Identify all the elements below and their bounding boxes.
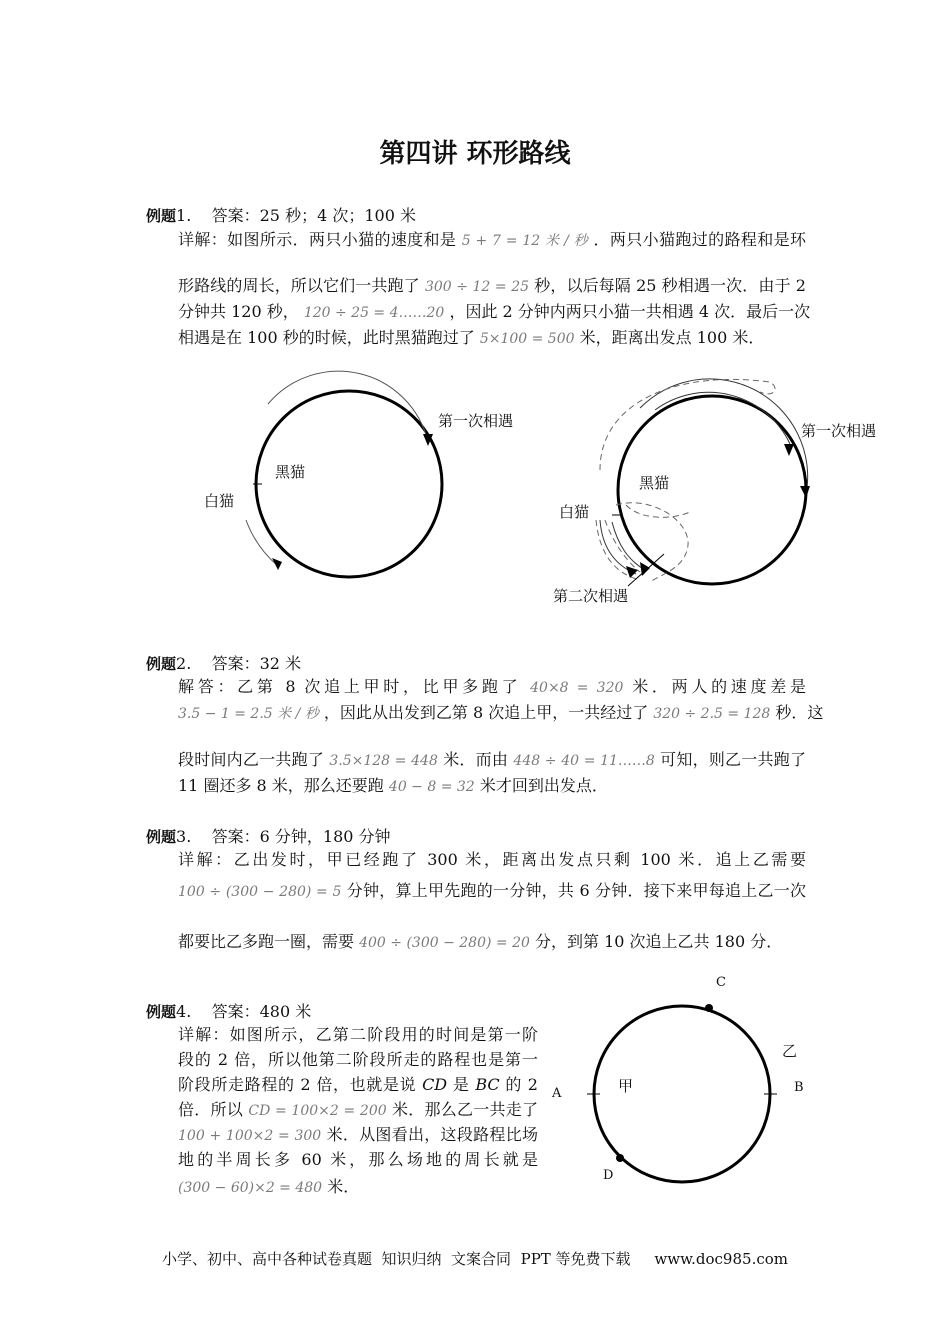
- formula: 448 ÷ 40 = 11……8: [513, 753, 655, 769]
- text: 米．从图看出，这段路程比场: [326, 1125, 538, 1144]
- formula: 120 ÷ 25 = 4……20: [303, 305, 445, 321]
- text: 米．两人的速度差是: [632, 677, 806, 696]
- text: 的 2: [505, 1075, 538, 1094]
- example-3-line-1: 详解：乙出发时，甲已经跑了 300 米，距离出发点只剩 100 米．追上乙需要: [178, 850, 806, 869]
- arrow-head-icon: [423, 434, 433, 446]
- example-1-line-1: [178, 230, 806, 251]
- footer-text: 小学、初中、高中各种试卷真题 知识归纳 文案合同 PPT 等免费下载 www.doc985.com: [161, 1250, 788, 1268]
- example-1-header: [146, 203, 416, 226]
- example-3-line-3: [178, 932, 782, 953]
- text: 可知，则乙一共跑了: [660, 750, 806, 769]
- formula: 400 ÷ (300 − 280) = 20: [359, 935, 530, 951]
- label-point-b: B: [794, 1080, 804, 1095]
- example-3-header: [146, 824, 391, 847]
- example-4-answer: 答案：480 米: [211, 1002, 312, 1021]
- formula: 300 ÷ 12 = 25: [424, 279, 530, 295]
- text: 相遇是在 100 秒的时候，此时黑猫跑过了: [178, 328, 475, 347]
- text: 11 圈还多 8 米，那么还要跑: [178, 776, 384, 795]
- example-4-line-3: [178, 1075, 538, 1095]
- text: 都要比乙多跑一圈，需要: [178, 932, 355, 951]
- text: 分，到第 10 次追上乙共 180 分．: [535, 932, 783, 951]
- arrow-head-icon: [800, 486, 810, 498]
- text: 解答：乙第 8 次追上甲时，比甲多跑了: [178, 677, 522, 696]
- label-white-cat: 白猫: [204, 492, 235, 510]
- example-2-answer: 答案：32 米: [211, 654, 302, 673]
- formula: 5×100 = 500: [479, 331, 575, 347]
- white-cat-path: [600, 520, 636, 574]
- example-2-line-4: [178, 776, 608, 797]
- text: 米才回到出发点．: [479, 776, 608, 795]
- label-point-c: C: [716, 975, 726, 990]
- example-4-line-1: 详解：如图所示，乙第二阶段用的时间是第一阶: [178, 1025, 538, 1044]
- page-title: 第四讲 环形路线: [379, 139, 571, 169]
- text: 段时间内乙一共跑了: [178, 750, 325, 769]
- black-cat-path: [268, 371, 428, 442]
- text: 详解：如图所示．两只小猫的速度和是: [178, 230, 457, 249]
- example-1-line-4: [178, 328, 764, 349]
- formula: 5 + 7 = 12 米 / 秒: [461, 233, 589, 249]
- text: 分钟，算上甲先跑的一分钟，共 6 分钟．接下来甲每追上乙一次: [346, 881, 806, 900]
- example-number: 3.: [176, 827, 192, 846]
- label-point-a: A: [552, 1086, 562, 1101]
- black-cat-path: [655, 392, 790, 444]
- arrow-head-icon: [626, 566, 638, 578]
- text: 米．而由: [443, 750, 509, 769]
- example-2-line-2: [178, 703, 824, 724]
- example-3-line-2: [178, 881, 806, 902]
- label-jia: 甲: [618, 1077, 634, 1095]
- text: 米．那么乙一共走了: [391, 1100, 538, 1119]
- point-c-dot: [705, 1004, 713, 1012]
- formula: 100 ÷ (300 − 280) = 5: [178, 884, 342, 900]
- text: 米．: [327, 1177, 360, 1196]
- white-cat-path: [246, 520, 278, 566]
- text: 秒，以后每隔 25 秒相遇一次．由于 2: [534, 276, 806, 295]
- text: 米，距离出发点 100 米．: [579, 328, 765, 347]
- example-4-line-4: [178, 1100, 538, 1121]
- track-circle: [256, 391, 442, 577]
- formula: (300 − 60)×2 = 480: [178, 1180, 323, 1196]
- formula: 320 ÷ 2.5 = 128: [653, 706, 771, 722]
- text: ，因此从出发到乙第 8 次追上甲，一共经过了: [323, 703, 649, 722]
- text: 倍．所以: [178, 1100, 244, 1119]
- example-number: 2.: [176, 654, 192, 673]
- example-label: 例题: [146, 1003, 177, 1021]
- text: 阶段所走路程的 2 倍，也就是说: [178, 1075, 417, 1094]
- example-4-line-7: [178, 1177, 359, 1198]
- text: 形路线的周长，所以它们一共跑了: [178, 276, 420, 295]
- label-white-cat: 白猫: [559, 503, 590, 521]
- example-3-answer: 答案：6 分钟，180 分钟: [211, 827, 391, 846]
- dashed-path: [605, 520, 640, 572]
- formula: 40 − 8 = 32: [388, 779, 475, 795]
- label-black-cat: 黑猫: [275, 463, 306, 481]
- dashed-path: [626, 505, 690, 517]
- example-2-line-3: [178, 750, 806, 771]
- example-label: 例题: [146, 828, 177, 846]
- text: 分钟共 120 秒，: [178, 302, 299, 321]
- white-cat-path: [612, 522, 645, 570]
- label-first-meet: 第一次相遇: [801, 422, 877, 440]
- text: 秒．这: [775, 703, 824, 722]
- example-4-header: [146, 999, 311, 1022]
- formula: 3.5 − 1 = 2.5 米 / 秒: [178, 706, 319, 722]
- example-4-line-2: 段的 2 倍，所以他第二阶段所走的路程也是第一: [178, 1050, 538, 1069]
- segment-cd: CD: [422, 1075, 448, 1094]
- point-d-dot: [616, 1154, 624, 1162]
- example-label: 例题: [146, 207, 177, 225]
- example-1-line-3: [178, 302, 811, 323]
- dashed-path: [596, 520, 640, 580]
- example-2-line-1: [178, 677, 806, 698]
- label-black-cat: 黑猫: [639, 474, 670, 492]
- example-label: 例题: [146, 655, 177, 673]
- example-4-line-6: 地的半周长多 60 米，那么场地的周长就是: [178, 1150, 538, 1169]
- arrow-head-icon: [272, 558, 282, 570]
- dashed-path: [616, 503, 688, 582]
- text: 是: [452, 1075, 470, 1094]
- text: ．两只小猫跑过的路程和是环: [593, 230, 806, 249]
- formula: 40×8 = 320: [530, 680, 624, 696]
- example-4-line-5: [178, 1125, 538, 1146]
- arrow-head-icon: [784, 444, 794, 456]
- text: ，因此 2 分钟内两只小猫一共相遇 4 次．最后一次: [449, 302, 811, 321]
- formula: 100 + 100×2 = 300: [178, 1128, 322, 1144]
- segment-bc: BC: [475, 1075, 500, 1094]
- label-first-meet: 第一次相遇: [438, 412, 514, 430]
- example-1-answer: 答案：25 秒；4 次；100 米: [211, 206, 416, 225]
- label-yi: 乙: [782, 1042, 798, 1060]
- example-2-header: [146, 651, 301, 674]
- formula: CD = 100×2 = 200: [248, 1103, 387, 1119]
- example-number: 4.: [176, 1002, 192, 1021]
- formula: 3.5×128 = 448: [329, 753, 438, 769]
- example-number: 1.: [176, 206, 192, 225]
- example-1-line-2: [178, 276, 806, 297]
- pointer-line: [628, 554, 664, 586]
- label-point-d: D: [603, 1168, 614, 1183]
- dashed-path: [600, 379, 775, 470]
- label-second-meet: 第二次相遇: [553, 587, 629, 605]
- arrow-head-icon: [640, 562, 650, 576]
